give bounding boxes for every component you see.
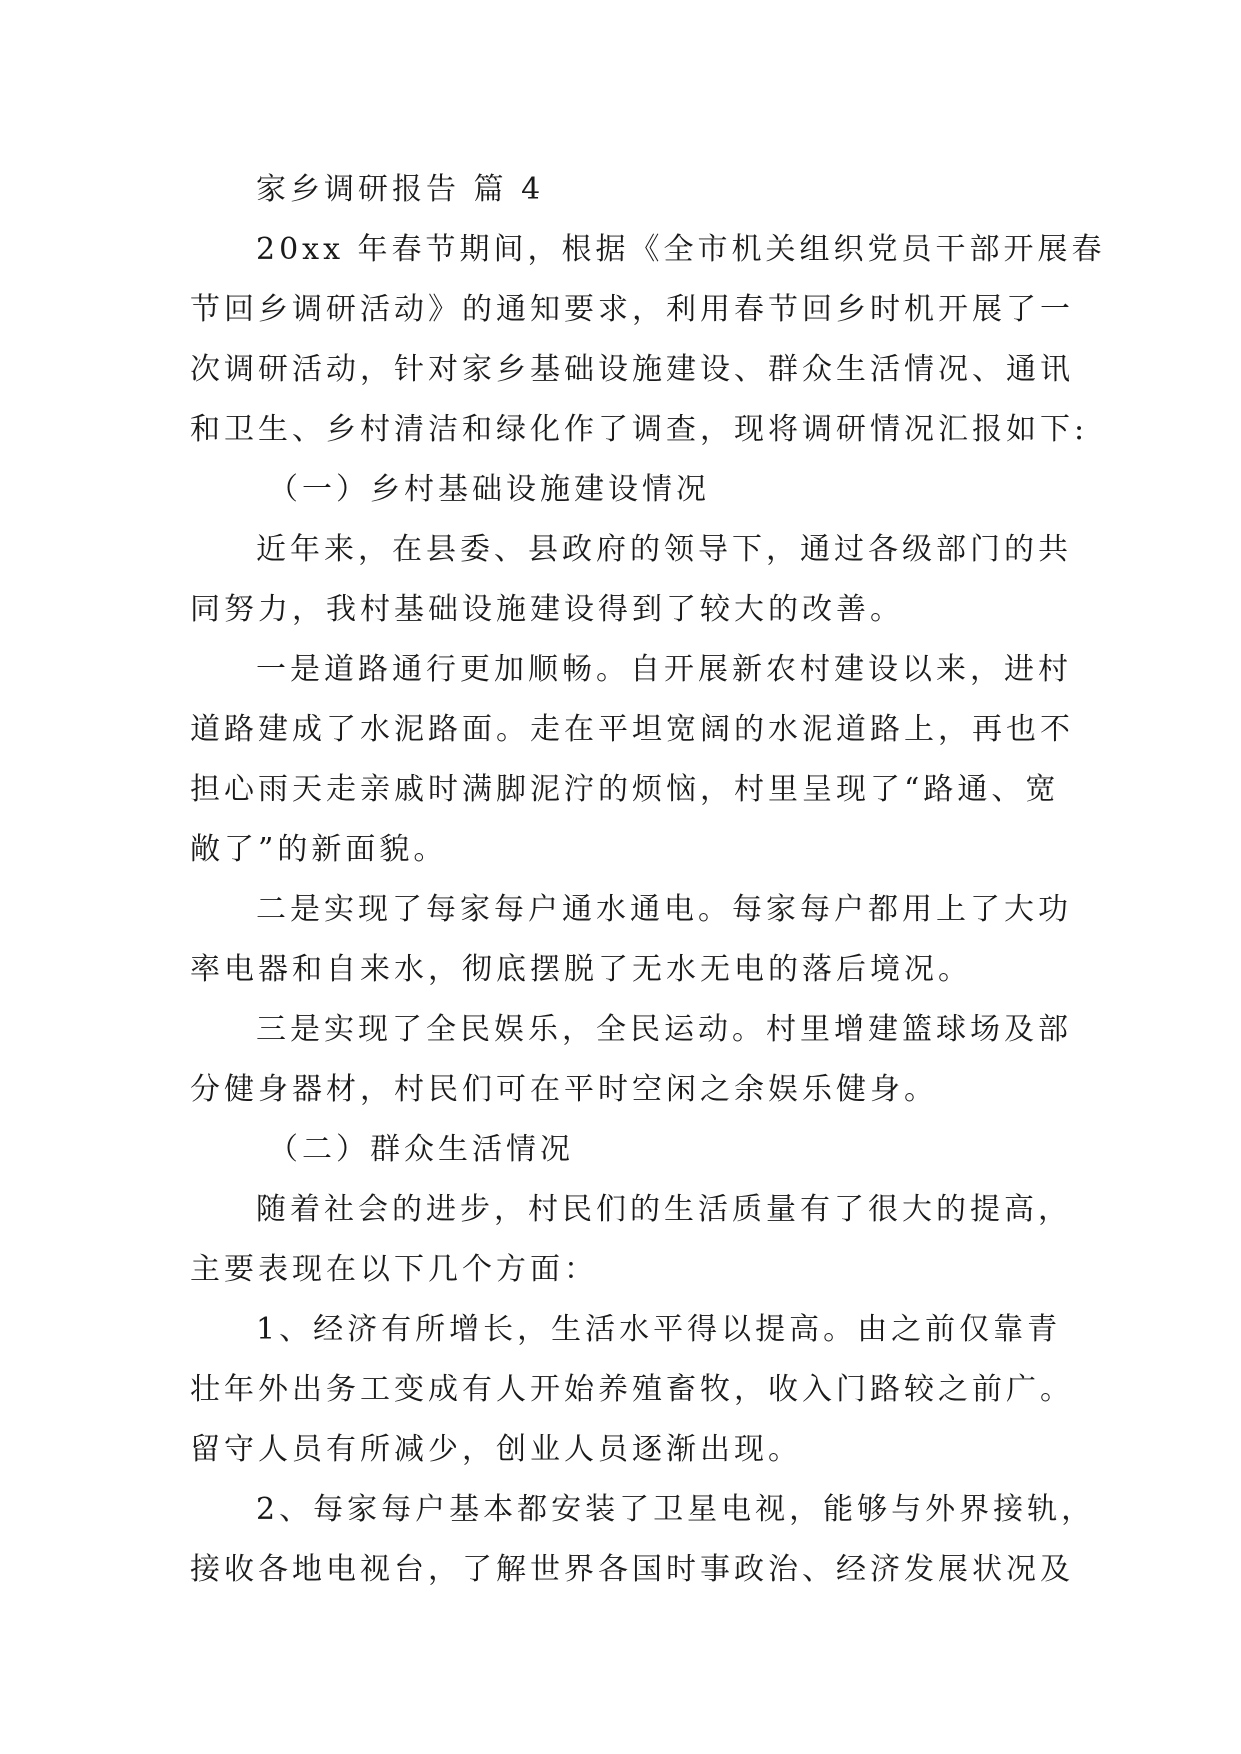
document-title: 家乡调研报告 篇 4 xyxy=(256,172,545,207)
text-line: 敞了”的新面貌。 xyxy=(190,832,448,867)
text-line: 壮年外出务工变成有人开始养殖畜牧，收入门路较之前广。 xyxy=(190,1372,1074,1407)
text-line: 主要表现在以下几个方面： xyxy=(190,1252,598,1287)
text-line: 20xx 年春节期间，根据《全市机关组织党员干部开展春 xyxy=(256,232,1106,267)
text-line: 接收各地电视台，了解世界各国时事政治、经济发展状况及 xyxy=(190,1552,1074,1587)
section-heading: （一）乡村基础设施建设情况 xyxy=(268,472,710,507)
text-line: 一是道路通行更加顺畅。自开展新农村建设以来，进村 xyxy=(256,652,1072,687)
text-line: 率电器和自来水，彻底摆脱了无水无电的落后境况。 xyxy=(190,952,972,987)
text-line: 次调研活动，针对家乡基础设施建设、群众生活情况、通讯 xyxy=(190,352,1074,387)
text-line: 分健身器材，村民们可在平时空闲之余娱乐健身。 xyxy=(190,1072,938,1107)
text-line: 留守人员有所减少，创业人员逐渐出现。 xyxy=(190,1432,802,1467)
text-line: 近年来，在县委、县政府的领导下，通过各级部门的共 xyxy=(256,532,1072,567)
text-line: 2、每家每户基本都安装了卫星电视，能够与外界接轨， xyxy=(256,1492,1096,1527)
text-line: 同努力，我村基础设施建设得到了较大的改善。 xyxy=(190,592,904,627)
document-page xyxy=(190,160,1106,1600)
text-line: 和卫生、乡村清洁和绿化作了调查，现将调研情况汇报如下: xyxy=(190,412,1089,447)
text-line: 二是实现了每家每户通水通电。每家每户都用上了大功 xyxy=(256,892,1072,927)
text-line: 1、经济有所增长，生活水平得以提高。由之前仅靠青 xyxy=(256,1312,1062,1347)
section-heading: （二）群众生活情况 xyxy=(268,1132,574,1167)
text-line: 随着社会的进步，村民们的生活质量有了很大的提高， xyxy=(256,1192,1072,1227)
text-line: 三是实现了全民娱乐，全民运动。村里增建篮球场及部 xyxy=(256,1012,1072,1047)
text-line: 担心雨天走亲戚时满脚泥泞的烦恼，村里呈现了“路通、宽 xyxy=(190,772,1060,807)
text-line: 道路建成了水泥路面。走在平坦宽阔的水泥道路上，再也不 xyxy=(190,712,1074,747)
text-line: 节回乡调研活动》的通知要求，利用春节回乡时机开展了一 xyxy=(190,292,1074,327)
